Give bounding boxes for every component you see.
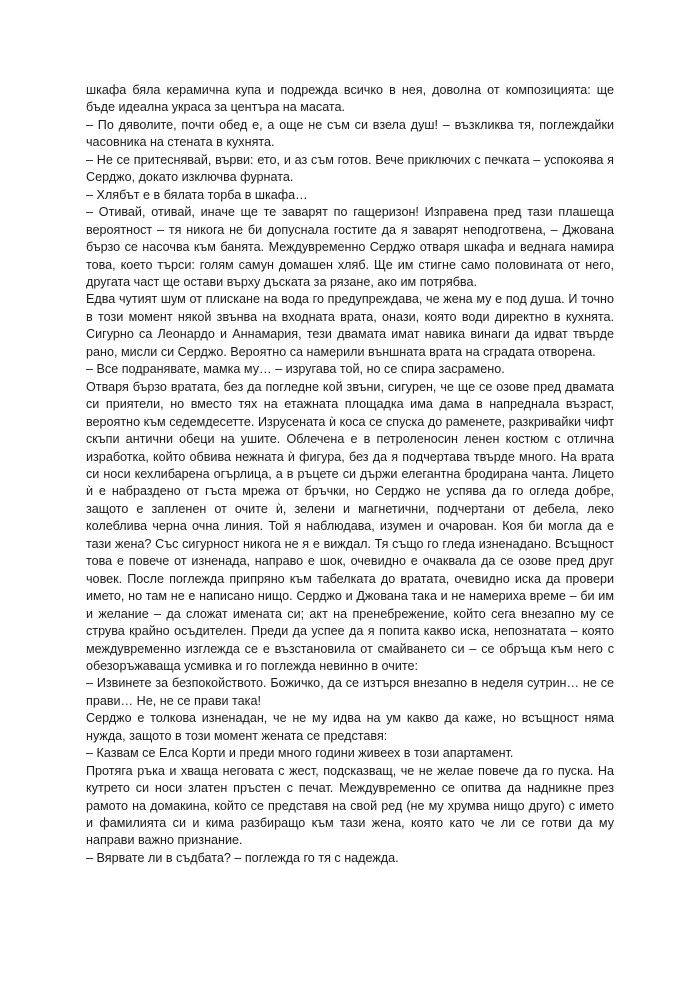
paragraph: – Отивай, отивай, иначе ще те заварят по гащеризон! Изправена пред тази плашеща вероятност – тя никога не би допуснала гостите да я заварят неподготвена, – Джована бързо се насочва към банята. Междувременно Серджо отваря шкафа и веднага намира това, което търси: голям самун домашен хляб. Ще им стигне само половината от него, другата част ще остави върху дъската за рязане, ако им потрябва.: [86, 205, 614, 289]
paragraph: шкафа бяла керамична купа и подрежда всичко в нея, доволна от композицията: ще бъде идеална украса за центъра на масата.: [86, 83, 614, 115]
paragraph: – Все подранявате, мамка му… – изругава той, но се спира засрамено.: [86, 362, 505, 377]
paragraph: – Хлябът е в бялата торба в шкафа…: [86, 187, 308, 202]
paragraph: Серджо е толкова изненадан, че не му идва на ум какво да каже, но всъщност няма нужда, защото в този момент жената се представя:: [86, 711, 614, 743]
paragraph: – Вярвате ли в съдбата? – поглежда го тя с надежда.: [86, 850, 399, 865]
paragraph: – По дяволите, почти обед е, а още не съм си взела душ! – възкликва тя, поглеждайки часовника на стената в кухнята.: [86, 117, 614, 150]
paragraph: – Казвам се Елса Корти и преди много години живеех в този апартамент.: [86, 746, 514, 761]
paragraph: Едва чутият шум от плискане на вода го предупреждава, че жена му е под душа. И точно в този момент някой звънва на входната врата, онази, която води директно в кухнята. Сигурно са Леонардо и Аннамария, тези двамата имат навика винаги да идват твърде рано, мисли си Серджо. Вероятно са намерили външната врата на сградата отворена.: [86, 292, 614, 359]
document-page: [86, 82, 614, 867]
paragraph: Отваря бързо вратата, без да погледне кой звъни, сигурен, че ще се озове пред двамата си приятели, но вместо тях на етажната площадка има дама в напреднала възраст, вероятно към седемдесетте. Изрусената ѝ коса се спуска до раменете, разкривайки чифт скъпи антични обеци на ушите. Облечена е в петроленосин ленен костюм с отлична изработка, който обвива нежната ѝ фигура, без да я подчертава твърде много. На врата си носи кехлибарена огърлица, а в ръцете си държи елегантна бродирана чанта. Лицето ѝ е набраздено от гъста мрежа от бръчки, но Серджо не успява да го огледа добре, защото е запленен от очите ѝ, зелени и магнетични, подчертани от дебела, леко колеблива черна очна линия. Той я наблюдава, изумен и очарован. Коя би могла да е тази жена? Със сигурност никога не я е виждал. Тя също го гледа изненадано. Всъщност това е повече от изненада, направо е шок, очевидно е очаквала да се озове пред друг човек. После поглежда припряно към табелката до вратата, очевидно иска да провери името, но там не е написано нищо. Серджо и Джована така и не намериха време – би им и желание – да сложат имената си; акт на пренебрежение, който сега внезапно му се струва крайно осъдителен. Преди да успее да я попита какво иска, непознатата – която междувременно изглежда се е възстановила от смайването си – се обръща към него с обезоръжаваща усмивка и го поглежда невинно в очите:: [86, 379, 614, 673]
paragraph: – Не се притеснявай, върви: ето, и аз съм готов. Вече приключих с печката – успокоява я Серджо, докато изключва фурната.: [86, 152, 614, 185]
paragraph: – Извинете за безпокойството. Божичко, да се изтърся внезапно в неделя сутрин… не се прави… Не, не се прави така!: [86, 676, 614, 708]
paragraph: Протяга ръка и хваща неговата с жест, подсказващ, че не желае повече да го пуска. На кутрето си носи златен пръстен с печат. Междувременно се опитва да надникне през рамото на домакина, който се представя на свой ред (не му хрумва нищо друго) с името и фамилията си и кима разбиращо към тази жена, която като че ли се готви да му направи важно признание.: [86, 763, 614, 848]
